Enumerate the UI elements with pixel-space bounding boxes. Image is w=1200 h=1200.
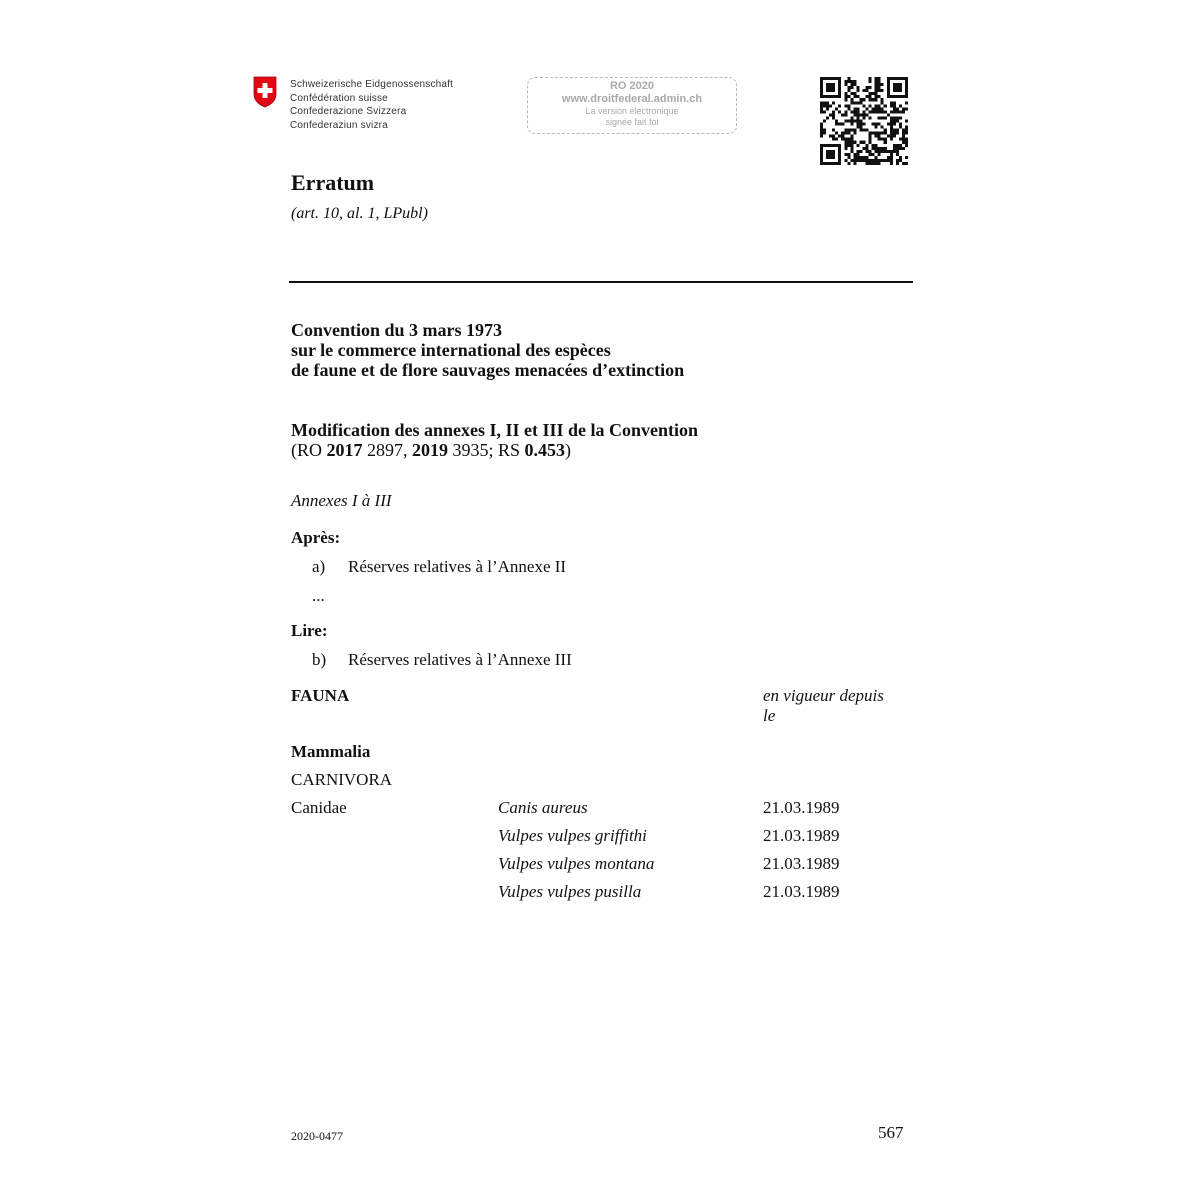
modification-title: Modification des annexes I, II et III de la Convention — [291, 420, 699, 440]
date-column-header-line2: le — [763, 706, 776, 725]
legal-basis: (art. 10, al. 1, LPubl) — [291, 205, 428, 222]
stamp-ro-reference: RO 2020 — [609, 80, 655, 92]
annexes-heading: Annexes I à III — [291, 491, 392, 510]
species-date: 21.03.1989 — [763, 798, 840, 817]
swiss-coat-of-arms-icon — [253, 76, 277, 108]
convention-title-line1: Convention du 3 mars 1973 — [291, 320, 503, 340]
title-divider — [289, 281, 913, 283]
convention-title-line3: de faune et de flore sauvages menacées d’extinction — [291, 360, 685, 380]
ro-page-3935: 3935; RS — [448, 440, 525, 460]
page-number: 567 — [878, 1123, 904, 1142]
rs-number: 0.453 — [524, 440, 566, 460]
species-name: Vulpes vulpes pusilla — [498, 882, 642, 901]
item-a-text: Réserves relatives à l’Annexe II — [348, 557, 567, 576]
item-a-letter: a) — [312, 557, 326, 576]
ro-year-2019: 2019 — [412, 440, 448, 460]
family-name: Canidae — [291, 798, 347, 817]
org-line-romansh: Confederaziun svizra — [290, 119, 388, 131]
apres-label: Après: — [291, 528, 341, 547]
fauna-section-heading: FAUNA — [291, 686, 350, 705]
species-date: 21.03.1989 — [763, 854, 840, 873]
convention-title — [291, 320, 684, 380]
stamp-website-link[interactable]: www.droitfederal.admin.ch — [561, 93, 703, 105]
ro-year-2017: 2017 — [326, 440, 363, 460]
item-b-letter: b) — [312, 650, 327, 669]
species-date: 21.03.1989 — [763, 826, 840, 845]
species-name: Vulpes vulpes montana — [498, 854, 655, 873]
species-name: Canis aureus — [498, 798, 588, 817]
document-number: 2020-0477 — [291, 1129, 343, 1143]
species-date: 21.03.1989 — [763, 882, 840, 901]
federal-administration-names — [290, 78, 453, 132]
species-name: Vulpes vulpes griffithi — [498, 826, 647, 845]
document-title: Erratum — [291, 170, 375, 195]
class-heading: Mammalia — [291, 742, 371, 761]
modification-block — [291, 420, 698, 460]
electronic-version-stamp — [527, 77, 737, 134]
org-line-french: Confédération suisse — [290, 92, 388, 104]
ro-page-2897: 2897, — [362, 440, 412, 460]
ref-close: ) — [565, 440, 572, 460]
lire-label: Lire: — [291, 621, 328, 640]
item-b-text: Réserves relatives à l’Annexe III — [348, 650, 572, 669]
modification-reference — [291, 440, 698, 460]
ref-open: (RO — [291, 440, 327, 460]
stamp-note-line1: La version électronique — [585, 106, 679, 116]
qr-code-icon — [820, 77, 908, 165]
order-heading: CARNIVORA — [291, 770, 393, 789]
org-line-german: Schweizerische Eidgenossenschaft — [290, 79, 454, 90]
stamp-note-line2: signée fait foi — [605, 117, 659, 127]
ellipsis: ... — [312, 586, 325, 605]
date-column-header — [763, 686, 903, 726]
date-column-header-line1: en vigueur depuis — [763, 686, 884, 705]
org-line-italian: Confederazione Svizzera — [290, 106, 407, 117]
convention-title-line2: sur le commerce international des espèces — [291, 340, 611, 360]
